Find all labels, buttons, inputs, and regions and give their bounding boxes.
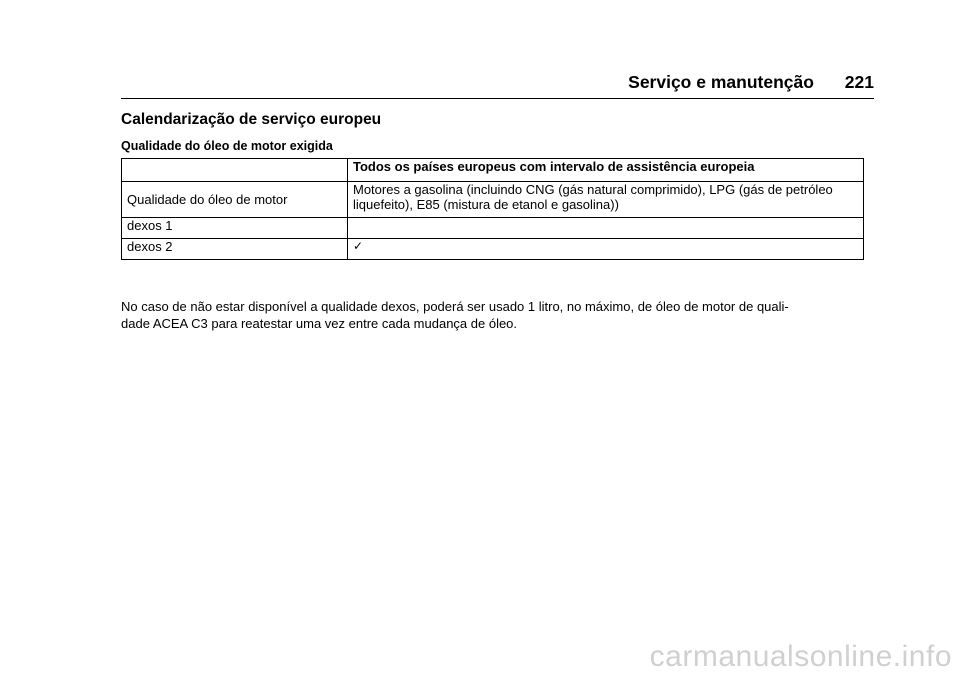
note-paragraph: [121, 298, 881, 332]
note-line-1: No caso de não estar disponível a qualidade dexos, poderá ser usado 1 litro, no máximo, de óleo de motor de quali-: [121, 299, 789, 314]
table-row: [122, 218, 864, 239]
page-header: [628, 72, 874, 93]
table-row: [122, 239, 864, 260]
table-cell-label: Qualidade do óleo de motor: [122, 182, 348, 218]
table-cell-label: dexos 1: [122, 218, 348, 239]
page-number: 221: [844, 72, 874, 92]
table-cell-value: [348, 218, 864, 239]
table-cell-value: Motores a gasolina (incluindo CNG (gás natural comprimido), LPG (gás de petróleo liquefeito), E85 (mistura de etanol e gasolina)): [348, 182, 864, 218]
watermark: carmanualsonline.info: [649, 640, 952, 673]
table-header-cell-europe: Todos os países europeus com intervalo de assistência europeia: [348, 159, 864, 182]
table-row: [122, 182, 864, 218]
note-line-2: dade ACEA C3 para reatestar uma vez entre cada mudança de óleo.: [121, 316, 518, 331]
table-header-row: [122, 159, 864, 182]
checkmark-icon: ✓: [348, 239, 864, 260]
header-section-title: Serviço e manutenção: [628, 72, 814, 92]
table-header-cell-empty: [122, 159, 348, 182]
table-cell-label: dexos 2: [122, 239, 348, 260]
section-title: Calendarização de serviço europeu: [121, 111, 382, 128]
oil-quality-table: [121, 158, 864, 260]
table-title: Qualidade do óleo de motor exigida: [121, 139, 333, 153]
header-rule: [121, 98, 874, 99]
